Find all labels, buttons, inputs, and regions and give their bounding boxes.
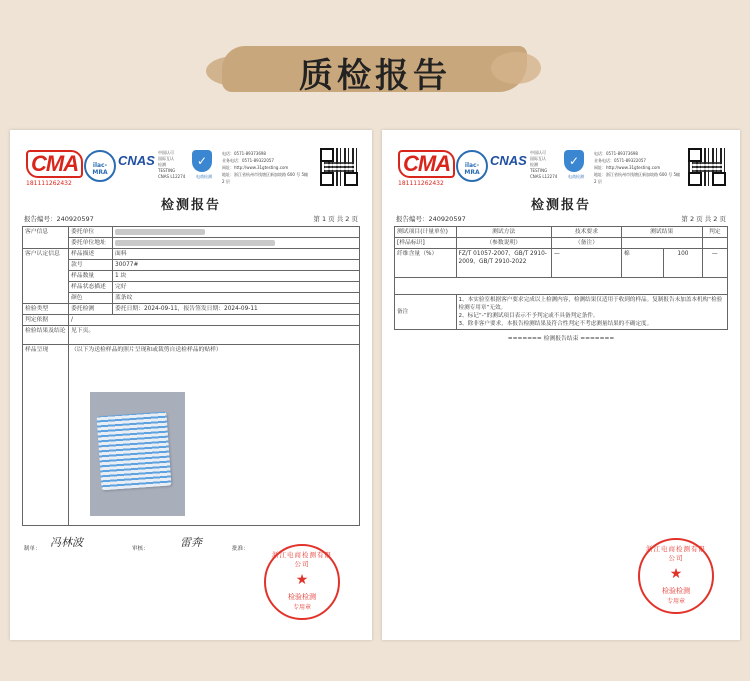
cnas-logo: CNAS [490,153,527,168]
report-page-1[interactable] [10,130,372,640]
header-banner [0,0,750,118]
lab-contact-info: 电话：0571-89373698 业务电话：0571-89322057 网址：http://www.31gtesting.com 地址：浙江省杭州市钱塘区新加坡路 600 号 5幢 2 层 [222,151,308,184]
ecommerce-testing-icon: ✓ 电商检测 [192,150,214,174]
review-label: 审核： [132,546,149,552]
notes-text: 1、本实验室根据客户要求完成以上检测内容，检测结果仅适用于收到的样品。复制报告未加盖本机构“检验检测专用章”无效。 2、标记“-”的测试项目表示不予判定或不具备判定条件。 3、除非客户要求，本报告检测结果及符合性判定不考虑测量结果的不确定度。 [456,295,728,330]
redacted-client-address [115,240,275,246]
accreditation-text: 中国认可 国际互认 检测 TESTING CNAS L12274 [530,150,558,179]
report-number: 报告编号：240920597 [396,215,466,223]
inspection-seal: 浙江电商检测有限公司 ★ 检验检测 专用章 [264,544,340,620]
notes-label: 备注 [395,295,457,330]
results-table: 测试项目(计量单位) 测试方法 技术要求 测试结果 判定 [样品标识] （参数说明） （备注） 纤维含量（%） FZ/T 01057-2007、GB/T 2910-2009、GB/T 2910-2022 — 棉 100 — 备注 1、本实验室根据客户要求完成以上检测内容，检测结果仅适用于收到的样品。复制报告未加盖本机构“检验检测专用章”无效。 2、标记“-”的测试项目表示不予判定或不具备判定条件。 3、除非客户要求，本报告检测结果及符合性判定不考虑测量结果的不确定度。 [394,226,728,330]
report-title: 检测报告 [160,198,221,213]
report-title: 检测报告 [530,198,591,213]
ilac-mra-logo: ilac-MRA [84,150,116,182]
ecommerce-testing-icon: ✓ 电商检测 [564,150,586,174]
page-number: 第 2 页 共 2 页 [681,215,726,223]
ilac-mra-logo: ilac-MRA [456,150,488,182]
report-table-1: 客户信息 委托单位 委托单位地址 客户认定信息 样品描述 面料 款号 30077# 样品数量 1 块 样品状态描述 完好 颜色 蓝条纹 检验类型 委托检测 委托日期：2024-09-11，报告签发日期：2024-09-11 判定依据 / 检验结果及结论 见下页。 样品呈现 （以下为送检样品的照片呈现和或裁剪自送检样品的贴样） [22,226,360,526]
report-meta [24,214,358,224]
accreditation-text: 中国认可 国际互认 检测 TESTING CNAS L12274 [158,150,186,179]
made-by-signature: 冯林波 [50,536,83,549]
report-number: 报告编号：240920597 [24,215,94,223]
approve-label: 批准： [232,546,249,552]
sample-photo [90,392,185,516]
label-client-info: 客户信息 [23,227,69,249]
report-meta [396,214,726,224]
cma-logo: CMA 181111262432 [398,150,452,190]
table-row: 纤维含量（%） FZ/T 01057-2007、GB/T 2910-2009、GB/T 2910-2022 — 棉 100 — [395,249,728,278]
report-page-2[interactable] [382,130,740,640]
report-header-logos-2 [382,150,740,190]
qr-code-icon[interactable] [320,148,358,186]
qr-code-icon[interactable] [688,148,726,186]
report-header-logos [10,150,372,190]
page-number: 第 1 页 共 2 页 [313,215,358,223]
report-end-line: ======= 检测报告结束 ======= [507,336,615,342]
review-signature: 雷奔 [180,536,202,549]
made-by-label: 制单： [24,546,41,552]
striped-fabric-sample [97,412,172,491]
inspection-seal: 浙江电商检测有限公司 ★ 检验检测 专用章 [638,538,714,614]
redacted-client-name [115,229,205,235]
page-title: 质检报告 [299,56,451,96]
lab-contact-info: 电话：0571-89373698 业务电话：0571-89322057 网址：http://www.31gtesting.com 地址：浙江省杭州市钱塘区新加坡路 600 号 5幢 2 层 [594,151,680,184]
cma-logo: CMA 181111262432 [26,150,80,190]
cnas-logo: CNAS [118,153,155,168]
